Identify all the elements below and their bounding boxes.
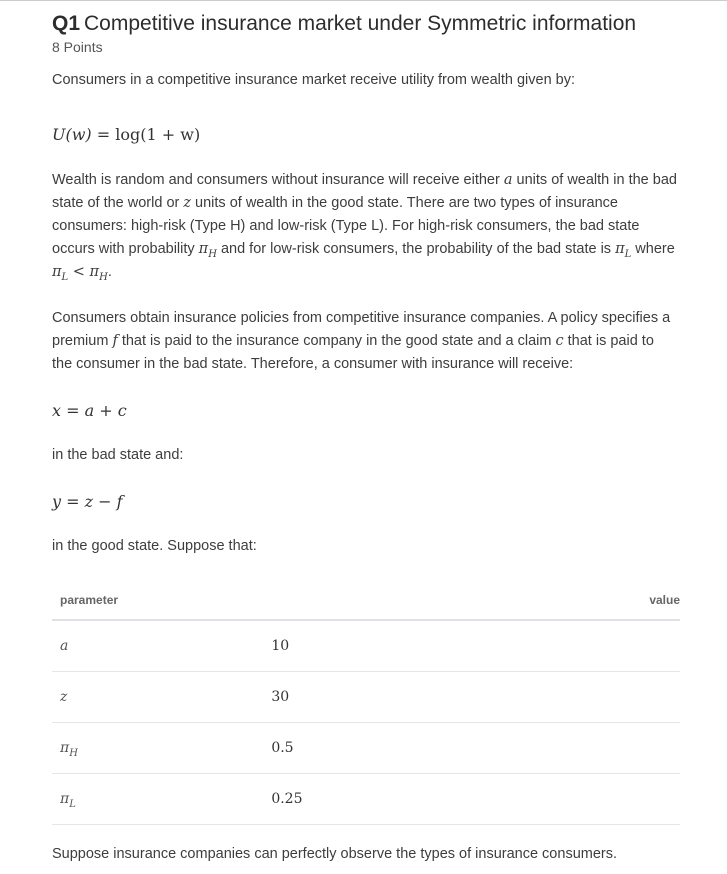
- value-cell: 0.25: [255, 774, 680, 825]
- wealth-text-5: where: [631, 241, 675, 257]
- utility-log: log: [115, 125, 141, 144]
- question-points: 8 Points: [52, 39, 103, 55]
- wealth-text-1: Wealth is random and consumers without insurance will receive either: [52, 172, 504, 188]
- question-content: [52, 10, 682, 862]
- var-z: z: [183, 195, 192, 211]
- table-row: [52, 723, 680, 774]
- wealth-paragraph: [52, 169, 677, 284]
- wealth-text-4: and for low-risk consumers, the probability of the bad state is: [216, 241, 616, 257]
- bad-state-text: in the bad state and:: [52, 447, 184, 463]
- question-title-text: Competitive insurance market under Symmetric information: [84, 12, 637, 35]
- table-row: [52, 620, 680, 672]
- var-a: a: [503, 172, 513, 188]
- policy-text-1: Consumers obtain insurance policies from competitive insurance companies. A policy specifies a premium: [52, 310, 671, 349]
- final-text: Suppose insurance companies can perfectly observe the types of insurance consumers.: [52, 846, 618, 862]
- wealth-text-2: units of wealth in the bad state of the world or: [52, 172, 677, 211]
- var-c: c: [555, 333, 564, 349]
- utility-arg: (1 + w): [140, 125, 201, 144]
- var-pi-l: $\pi_L$: [615, 241, 632, 260]
- value-cell: 0.5: [255, 723, 680, 774]
- table-row: [52, 672, 680, 723]
- header-parameter: parameter: [52, 581, 255, 620]
- value-cell: 30: [255, 672, 680, 723]
- wealth-text-3: units of wealth in the good state. There are two types of insurance consumers: high-risk (Type H) and low-risk (Type L). For high-risk consumers, the bad state occurs with probability: [52, 195, 640, 257]
- good-state-equation: y = z − f: [52, 492, 123, 511]
- question-number: Q1: [52, 12, 81, 35]
- param-cell: z: [52, 672, 255, 723]
- top-divider: [0, 0, 727, 1]
- param-cell: a: [52, 620, 255, 672]
- table-row: [52, 774, 680, 825]
- risk-condition: $\pi_L < \pi_H$: [52, 264, 108, 283]
- utility-lhs: U(w): [52, 125, 92, 144]
- header-value: value: [255, 581, 680, 620]
- utility-eq-sign: =: [91, 125, 116, 144]
- param-cell: $\pi_L$: [52, 774, 255, 825]
- wealth-text-6: .: [107, 264, 112, 280]
- policy-text-3: that is paid to the consumer in the bad state. Therefore, a consumer with insurance will receive:: [52, 333, 654, 372]
- param-cell: $\pi_H$: [52, 723, 255, 774]
- value-cell: 10: [255, 620, 680, 672]
- intro-text: Consumers in a competitive insurance market receive utility from wealth given by:: [52, 72, 576, 88]
- good-state-text: in the good state. Suppose that:: [52, 538, 257, 554]
- bad-state-equation: x = a + c: [52, 401, 127, 420]
- var-f: f: [112, 333, 118, 349]
- policy-text-2: that is paid to the insurance company in the good state and a claim: [117, 333, 556, 349]
- utility-equation: [52, 124, 200, 146]
- parameter-table: [52, 581, 680, 825]
- var-pi-h: $\pi_H$: [198, 241, 217, 260]
- question-title: [52, 10, 682, 37]
- table-header-row: [52, 581, 680, 620]
- policy-paragraph: [52, 307, 677, 376]
